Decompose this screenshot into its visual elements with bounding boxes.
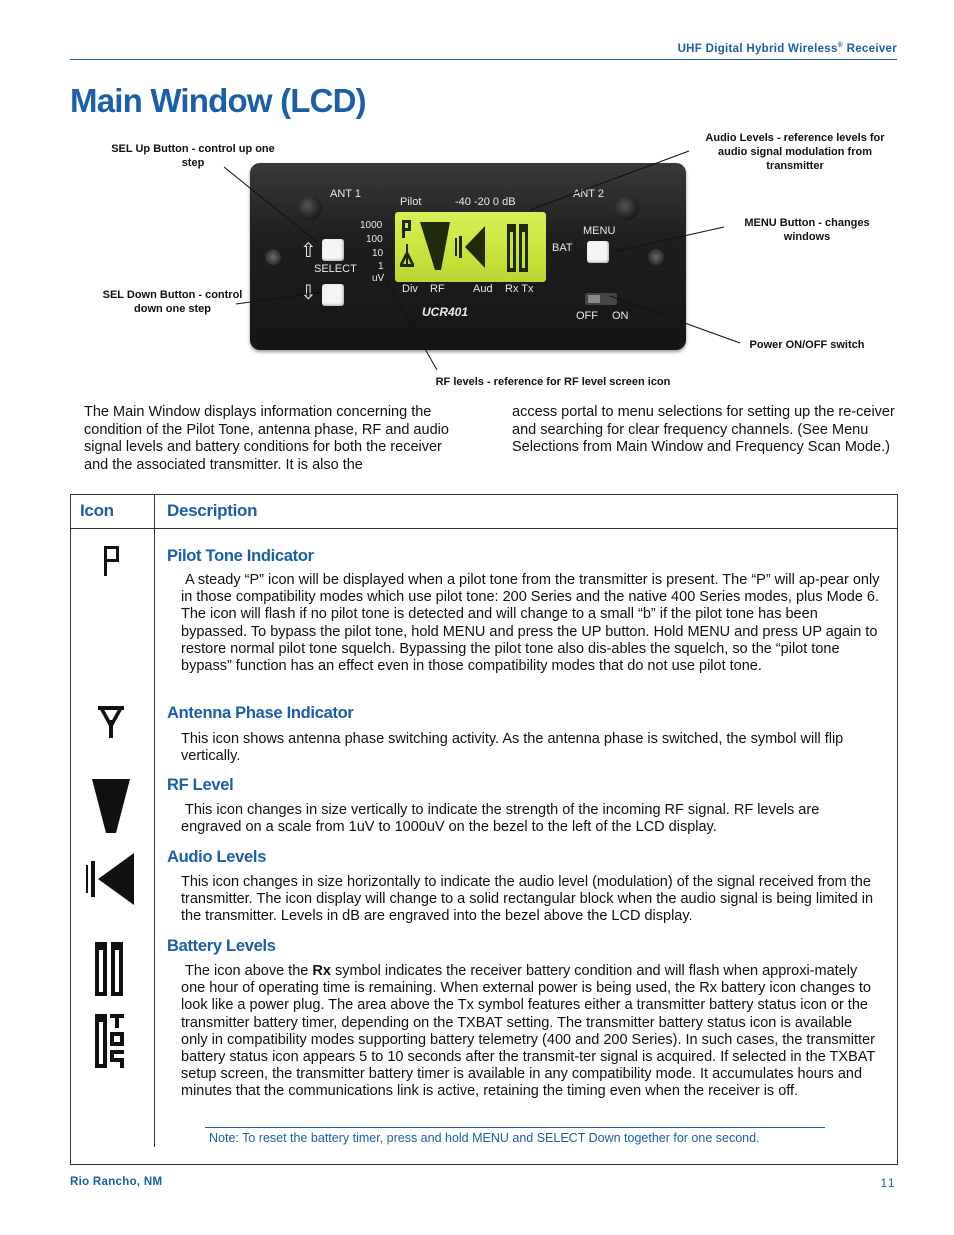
off-label: OFF: [576, 310, 598, 322]
rf-scale-1: 1: [378, 261, 384, 272]
antenna-phase-body: This icon shows antenna phase switching activity. As the antenna phase is switched, the symbol will flip vertically.: [181, 731, 844, 765]
footer-location: Rio Rancho, NM: [70, 1176, 163, 1188]
rf-scale-uv: uV: [372, 273, 385, 284]
audio-levels-title: Audio Levels: [167, 848, 267, 866]
page-title: Main Window (LCD): [70, 82, 366, 119]
battery-timer-note: Note: To reset the battery timer, press and hold MENU and SELECT Down together for one second.: [209, 1131, 760, 1145]
table-column-rule: [154, 494, 155, 1147]
aud-label: Aud: [473, 283, 493, 295]
rf-label: RF: [430, 283, 445, 295]
table-header-rule: [70, 528, 898, 529]
up-arrow-icon: ⇧: [300, 240, 317, 262]
page-number: 11: [880, 1176, 896, 1190]
on-label: ON: [612, 310, 629, 322]
sel-down-callout: SEL Down Button - control down one step: [102, 289, 243, 315]
rf-level-title: RF Level: [167, 776, 234, 794]
icon-column-header: Icon: [80, 501, 114, 520]
rf-level-icon: [92, 779, 130, 833]
rx-tx-label: Rx Tx: [505, 283, 534, 295]
antenna-phase-icon: [98, 706, 124, 738]
power-switch-callout: Power ON/OFF switch: [749, 339, 865, 351]
battery-levels-title: Battery Levels: [167, 937, 276, 955]
audio-levels-callout: Audio Levels - reference levels for audio signal modulation from transmitter: [705, 132, 885, 172]
rf-scale-100: 100: [366, 234, 383, 245]
model-label: UCR401: [422, 305, 469, 319]
pilot-tone-body: A steady “P” icon will be displayed when a pilot tone from the transmitter is present. The “P” will ap-pear only in those compatibility modes which use pilot tone: 200 Series and the native 400 Series modes, plus Mode 6. The icon will flash if no pilot tone is detected and will change to a small “b” if the pilot tone has been bypassed. To bypass the pilot tone, hold MENU and press the UP button. Hold MENU and press UP again to restore normal pilot tone squelch. Bypassing the pilot tone also dis-ables the squelch, so the “pilot tone bypass” function has an effect even in those compatibility modes that do not use pilot tone.: [181, 572, 880, 675]
down-arrow-icon: ⇩: [300, 282, 317, 304]
sel-up-callout: SEL Up Button - control up one step: [111, 143, 275, 169]
pilot-p-icon: [104, 546, 120, 576]
intro-left-column: The Main Window displays information concerning the condition of the Pilot Tone, antenna phase, RF and audio signal levels and battery conditions for both the receiver and the associated transmitter. It is also the: [84, 404, 449, 473]
intro-right-column: access portal to menu selections for setting up the re-ceiver and searching for clear frequency channels. (See Menu Selections from Main Window and Frequency Scan Mode.): [512, 404, 895, 455]
pilot-tone-title: Pilot Tone Indicator: [167, 547, 314, 565]
bat-label: BAT: [552, 242, 573, 254]
antenna-phase-title: Antenna Phase Indicator: [167, 704, 354, 722]
ant1-label: ANT 1: [330, 188, 361, 200]
audio-level-icon: [86, 853, 136, 905]
div-label: Div: [402, 283, 418, 295]
select-label: SELECT: [314, 263, 357, 275]
rf-scale-10: 10: [372, 248, 384, 259]
rf-scale-1000: 1000: [360, 220, 383, 231]
ant2-label: ANT 2: [573, 188, 604, 200]
transmitter-battery-timer-icon: [95, 1014, 127, 1068]
battery-levels-body: The icon above the Rx symbol indicates the receiver battery condition and will flash when approxi-mately one hour of operating time is remaining. When external power is being used, the Rx battery icon changes to look like a power plug. The area above the Tx symbol features either a transmitter battery status icon or the transmitter battery timer, depending on the TXBAT setting. The transmitter battery status icon is available only in compatibility modes supporting battery telemetry (400 and 200 Series). In such cases, the transmitter battery status icon appears 5 to 10 seconds after the transmit-ter signal is acquired. If selected in the TXBAT setup screen, the transmitter battery timer is available in any compatibility mode. It accumulates hours and minutes that the communications link is active, retaining the timing even when the receiver is off.: [181, 963, 875, 1100]
audio-levels-body: This icon changes in size horizontally to indicate the audio level (modulation) of the signal received from the transmitter. The icon display will change to a solid rectangular block when the audio signal is being limited in the transmitter. Levels in dB are engraved into the bezel above the LCD display.: [181, 874, 874, 925]
db-scale-label: -40 -20 0 dB: [455, 196, 516, 208]
description-column-header: Description: [167, 501, 258, 520]
running-header: UHF Digital Hybrid Wireless® Receiver: [677, 42, 897, 55]
rf-levels-callout: RF levels - reference for RF level screen icon: [435, 376, 671, 388]
menu-label: MENU: [583, 225, 616, 237]
menu-button-callout: MENU Button - changes windows: [744, 217, 870, 243]
pilot-label: Pilot: [400, 196, 422, 208]
battery-level-icon: [95, 942, 125, 996]
rf-level-body: This icon changes in size vertically to indicate the strength of the incoming RF signal. RF levels are engraved on a scale from 1uV to 1000uV on the bezel to the left of the LCD display.: [181, 802, 820, 836]
note-rule: [205, 1127, 825, 1128]
